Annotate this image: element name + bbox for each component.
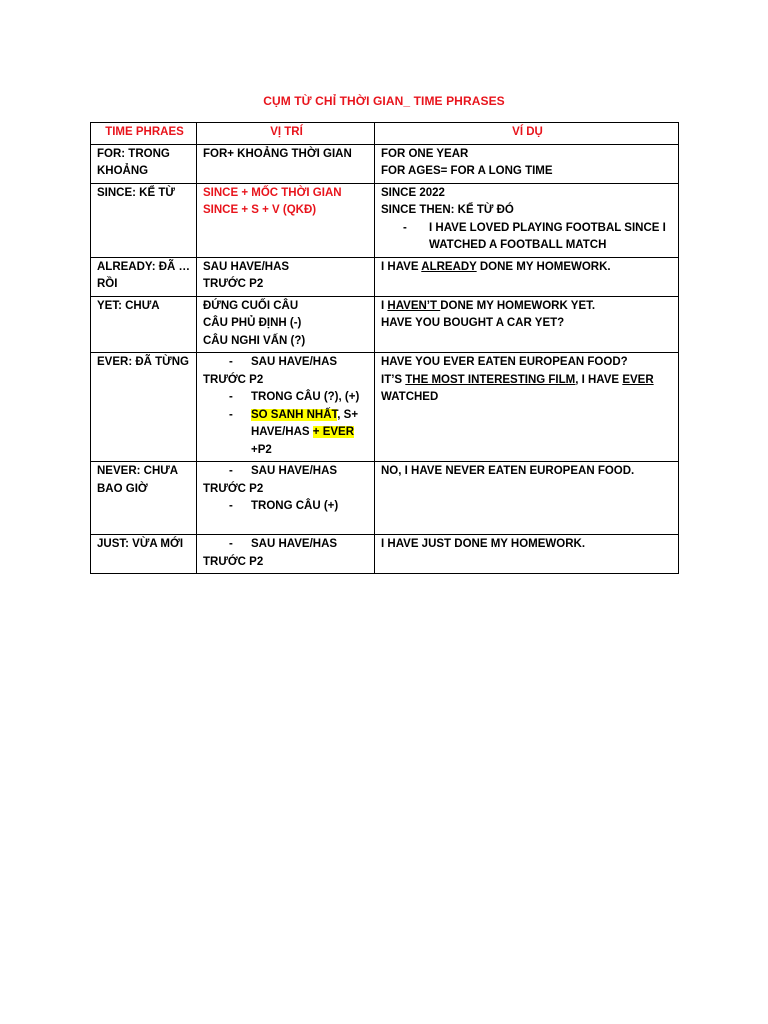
position-cell bbox=[197, 535, 375, 574]
highlighted-text: SO SANH NHẤT bbox=[251, 408, 338, 421]
position-text: HAVE/HAS bbox=[251, 426, 313, 438]
table-row-already bbox=[91, 257, 679, 296]
position-line: TRƯỚC P2 bbox=[203, 373, 264, 386]
example-underlined: EVER bbox=[622, 373, 654, 386]
position-bullet: - SAU HAVE/HAS bbox=[203, 354, 370, 372]
phrase-cell: YET: CHƯA bbox=[91, 296, 197, 353]
table-row-never bbox=[91, 462, 679, 535]
example-cell: I HAVE JUST DONE MY HOMEWORK. bbox=[375, 535, 679, 574]
example-text: I bbox=[381, 299, 388, 312]
table-header-row bbox=[91, 123, 679, 145]
header-position: VỊ TRÍ bbox=[197, 123, 375, 145]
example-cell bbox=[375, 296, 679, 353]
example-line bbox=[381, 372, 674, 390]
header-example: VÍ DỤ bbox=[375, 123, 679, 145]
position-bullet: - TRONG CÂU (?), (+) bbox=[203, 389, 370, 407]
example-line: WATCHED A FOOTBALL MATCH bbox=[429, 239, 607, 251]
example-line: FOR ONE YEAR bbox=[381, 147, 469, 160]
phrase-line: BAO GIỜ bbox=[97, 482, 148, 495]
example-line: HAVE YOU EVER EATEN EUROPEAN FOOD? bbox=[381, 356, 628, 368]
page-title: CỤM TỪ CHỈ THỜI GIAN_ TIME PHRASES bbox=[263, 94, 505, 108]
position-line: SINCE + MỐC THỜI GIAN bbox=[203, 186, 342, 199]
table-row-since bbox=[91, 183, 679, 257]
example-text: IT’S bbox=[381, 373, 406, 386]
position-line: TRƯỚC P2 bbox=[203, 278, 264, 290]
position-line: SAU HAVE/HAS bbox=[203, 260, 290, 273]
table-row-just bbox=[91, 535, 679, 574]
position-bullet: - SAU HAVE/HAS bbox=[203, 463, 370, 481]
position-line: +P2 bbox=[251, 443, 272, 456]
example-text: DONE MY HOMEWORK YET. bbox=[440, 299, 596, 312]
position-cell bbox=[197, 257, 375, 296]
example-line: HAVE YOU BOUGHT A CAR YET? bbox=[381, 317, 565, 329]
example-cell bbox=[375, 353, 679, 462]
example-line: WATCHED bbox=[381, 391, 439, 403]
position-line: CÂU PHỦ ĐỊNH (-) bbox=[203, 317, 302, 329]
table-row-ever bbox=[91, 353, 679, 462]
example-line: SINCE 2022 bbox=[381, 186, 445, 199]
position-cell bbox=[197, 296, 375, 353]
example-underlined: HAVEN’T bbox=[387, 299, 441, 312]
time-phrases-table bbox=[90, 122, 679, 574]
example-underlined: THE MOST INTERESTING FILM, bbox=[405, 373, 579, 386]
example-line: FOR AGES= FOR A LONG TIME bbox=[381, 165, 553, 177]
phrase-cell: FOR: TRONG KHOẢNG bbox=[91, 144, 197, 183]
example-line: SINCE THEN: KỂ TỪ ĐÓ bbox=[381, 204, 514, 216]
example-cell bbox=[375, 257, 679, 296]
example-cell bbox=[375, 183, 679, 257]
position-line: SINCE + S + V (QKĐ) bbox=[203, 204, 317, 216]
example-text: DONE MY HOMEWORK. bbox=[476, 260, 611, 273]
position-cell bbox=[197, 462, 375, 535]
position-bullet: - SAU HAVE/HAS bbox=[203, 536, 370, 554]
position-cell bbox=[197, 183, 375, 257]
header-time-phrases: TIME PHRAES bbox=[91, 123, 197, 145]
example-text: I HAVE bbox=[381, 260, 422, 273]
position-text: , S+ bbox=[337, 408, 359, 421]
phrase-cell bbox=[91, 462, 197, 535]
phrase-line: RỒI bbox=[97, 278, 118, 290]
table-row-yet bbox=[91, 296, 679, 353]
position-bullet bbox=[203, 407, 370, 425]
position-line: TRƯỚC P2 bbox=[203, 482, 264, 495]
position-bullet: - TRONG CÂU (+) bbox=[203, 498, 370, 516]
example-bullet: - I HAVE LOVED PLAYING FOOTBAL SINCE I bbox=[381, 220, 674, 238]
phrase-line: ALREADY: ĐÃ … bbox=[97, 260, 191, 273]
position-line: TRƯỚC P2 bbox=[203, 555, 264, 568]
example-cell: NO, I HAVE NEVER EATEN EUROPEAN FOOD. bbox=[375, 462, 679, 535]
position-cell: FOR+ KHOẢNG THỜI GIAN bbox=[197, 144, 375, 183]
position-line: ĐỨNG CUỐI CÂU bbox=[203, 299, 299, 312]
position-line: CÂU NGHI VẤN (?) bbox=[203, 334, 306, 347]
phrase-cell: EVER: ĐÃ TỪNG bbox=[91, 353, 197, 462]
phrase-cell: JUST: VỪA MỚI bbox=[91, 535, 197, 574]
table-row-for bbox=[91, 144, 679, 183]
example-cell bbox=[375, 144, 679, 183]
position-line bbox=[203, 424, 370, 442]
position-cell bbox=[197, 353, 375, 462]
example-text: I HAVE bbox=[578, 373, 623, 386]
example-line bbox=[381, 298, 674, 316]
highlighted-text: + EVER bbox=[312, 426, 355, 438]
example-underlined: ALREADY bbox=[421, 260, 477, 273]
phrase-cell bbox=[91, 257, 197, 296]
phrase-line: NEVER: CHƯA bbox=[97, 465, 179, 477]
phrase-cell: SINCE: KỂ TỪ bbox=[91, 183, 197, 257]
